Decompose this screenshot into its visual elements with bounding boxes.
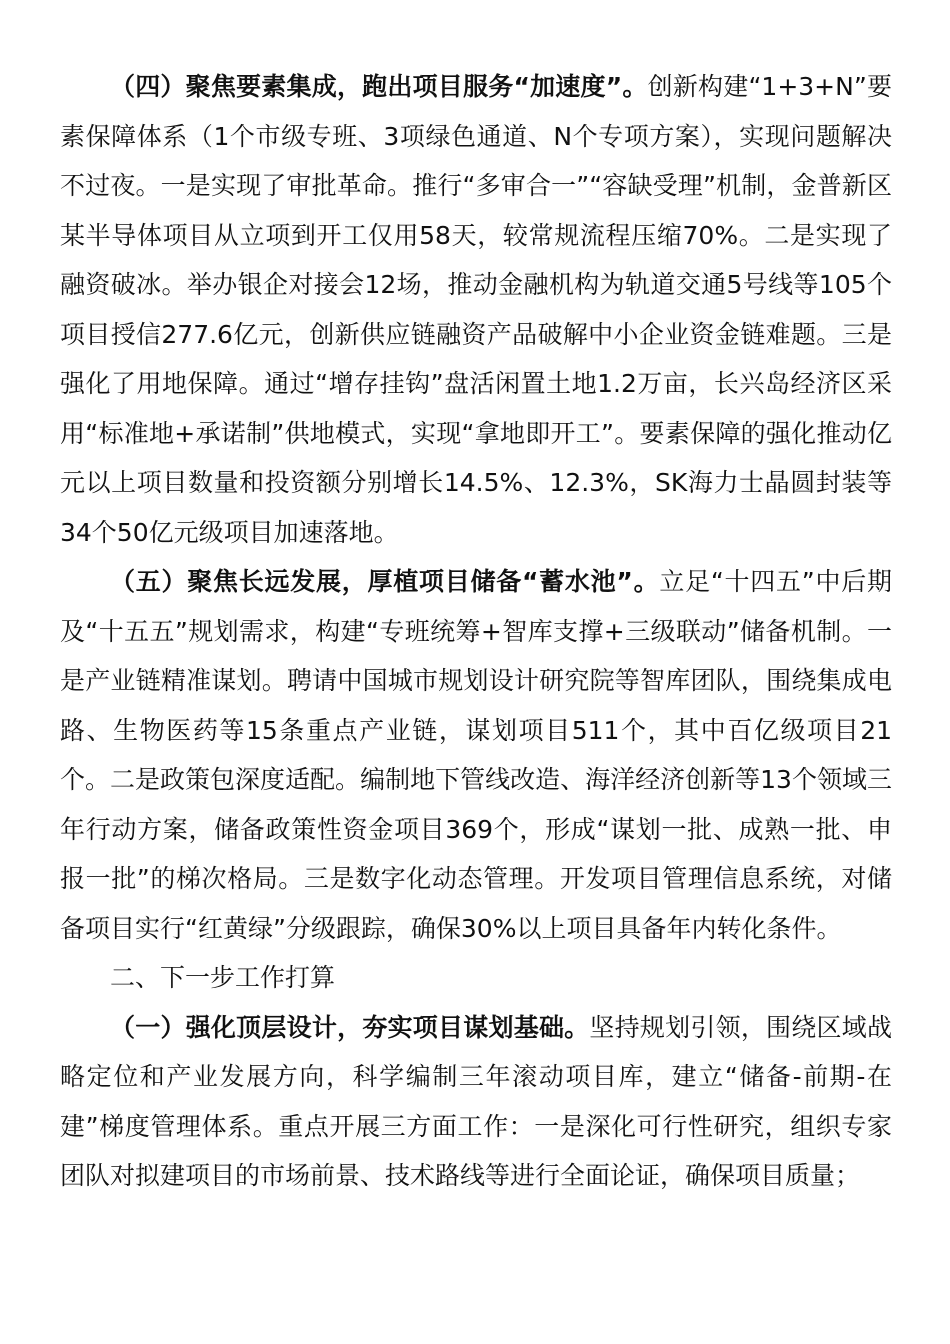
paragraph-five	[60, 557, 892, 953]
paragraph-four-heading: （四）聚焦要素集成，跑出项目服务“加速度”。	[110, 72, 648, 101]
paragraph-four	[60, 62, 892, 557]
paragraph-four-body: 创新构建“1+3+N”要素保障体系（1个市级专班、3项绿色通道、N个专项方案），实现问题解决不过夜。一是实现了审批革命。推行“多审合一”“容缺受理”机制，金普新区某半导体项目从立项到开工仅用58天，较常规流程压缩70%。二是实现了融资破冰。举办银企对接会12场，推动金融机构为轨道交通5号线等105个项目授信277.6亿元，创新供应链融资产品破解中小企业资金链难题。三是强化了用地保障。通过“增存挂钩”盘活闲置土地1.2万亩，长兴岛经济区采用“标准地+承诺制”供地模式，实现“拿地即开工”。要素保障的强化推动亿元以上项目数量和投资额分别增长14.5%、12.3%，SK海力士晶圆封装等34个50亿元级项目加速落地。	[60, 72, 892, 547]
document-page	[60, 62, 892, 1201]
paragraph-five-heading: （五）聚焦长远发展，厚植项目储备“蓄水池”。	[110, 567, 660, 596]
paragraph-one-heading: （一）强化顶层设计，夯实项目谋划基础。	[110, 1012, 590, 1042]
paragraph-one	[60, 1003, 892, 1201]
section-heading: 二、下一步工作打算	[110, 963, 336, 992]
paragraph-five-body: 立足“十四五”中后期及“十五五”规划需求，构建“专班统筹+智库支撑+三级联动”储备机制。一是产业链精准谋划。聘请中国城市规划设计研究院等智库团队，围绕集成电路、生物医药等15条重点产业链，谋划项目511个，其中百亿级项目21个。二是政策包深度适配。编制地下管线改造、海洋经济创新等13个领域三年行动方案，储备政策性资金项目369个，形成“谋划一批、成熟一批、申报一批”的梯次格局。三是数字化动态管理。开发项目管理信息系统，对储备项目实行“红黄绿”分级跟踪，确保30%以上项目具备年内转化条件。	[60, 567, 892, 943]
paragraph-one-body: 坚持规划引领，围绕区域战略定位和产业发展方向，科学编制三年滚动项目库，建立“储备-前期-在建”梯度管理体系。重点开展三方面工作：一是深化可行性研究，组织专家团队对拟建项目的市场前景、技术路线等进行全面论证，确保项目质量；	[60, 1012, 892, 1190]
